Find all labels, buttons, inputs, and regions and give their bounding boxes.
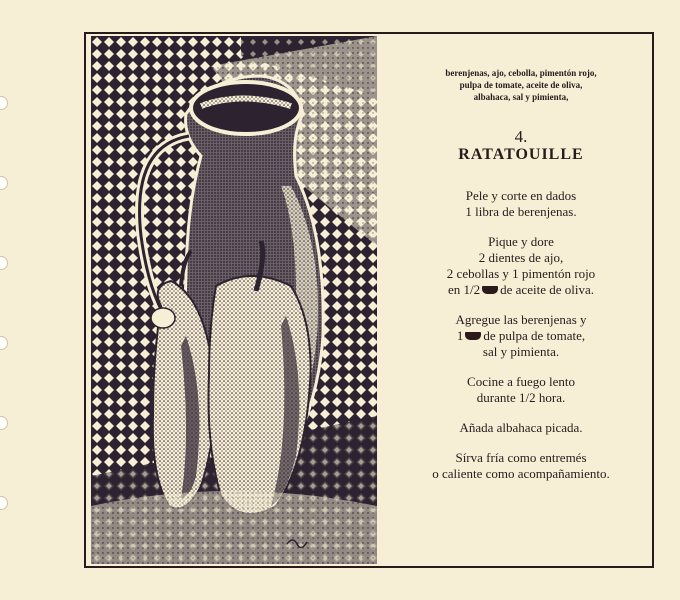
ingredients-line: pulpa de tomate, aceite de oliva, bbox=[459, 80, 583, 90]
step-line bbox=[395, 328, 647, 344]
recipe-number: 4. bbox=[514, 127, 528, 146]
recipe-title: RATATOUILLE bbox=[458, 146, 584, 163]
step-line: durante 1/2 hora. bbox=[476, 390, 566, 405]
step-line: Pique y dore bbox=[488, 234, 554, 249]
binder-hole bbox=[0, 96, 8, 110]
step-4 bbox=[395, 374, 647, 406]
step-5 bbox=[395, 420, 647, 436]
cup-icon bbox=[482, 286, 498, 294]
step-text: de pulpa de tomate, bbox=[483, 328, 586, 343]
step-line: 1 libra de berenjenas. bbox=[465, 204, 577, 219]
step-line: Añada albahaca picada. bbox=[459, 420, 583, 435]
step-2 bbox=[395, 234, 647, 298]
step-6 bbox=[395, 450, 647, 482]
step-text: 1 bbox=[456, 328, 464, 343]
step-line: Agregue las berenjenas y bbox=[455, 312, 587, 327]
binder-hole bbox=[0, 336, 8, 350]
ingredients-line: berenjenas, ajo, cebolla, pimentón rojo, bbox=[445, 68, 597, 78]
pitcher-vegetables-illustration bbox=[91, 36, 377, 564]
recipe-text bbox=[395, 36, 647, 564]
ingredients-list bbox=[395, 67, 647, 103]
step-line: 2 dientes de ajo, bbox=[478, 250, 564, 265]
step-line: Cocine a fuego lento bbox=[467, 374, 575, 389]
step-line bbox=[395, 282, 647, 298]
step-text: en 1/2 bbox=[448, 282, 481, 297]
binder-hole bbox=[0, 496, 8, 510]
cup-icon bbox=[465, 332, 481, 340]
step-line: Sírva fría como entremés bbox=[455, 450, 587, 465]
ingredients-line: albahaca, sal y pimienta, bbox=[473, 92, 569, 102]
step-text: de aceite de oliva. bbox=[500, 282, 594, 297]
step-3 bbox=[395, 312, 647, 360]
step-line: 2 cebollas y 1 pimentón rojo bbox=[446, 266, 596, 281]
step-1 bbox=[395, 188, 647, 220]
binder-hole bbox=[0, 176, 8, 190]
step-line: o caliente como acompañamiento. bbox=[432, 466, 610, 481]
binder-hole bbox=[0, 416, 8, 430]
binder-hole bbox=[0, 256, 8, 270]
step-line: sal y pimienta. bbox=[482, 344, 560, 359]
step-line: Pele y corte en dados bbox=[465, 188, 577, 203]
